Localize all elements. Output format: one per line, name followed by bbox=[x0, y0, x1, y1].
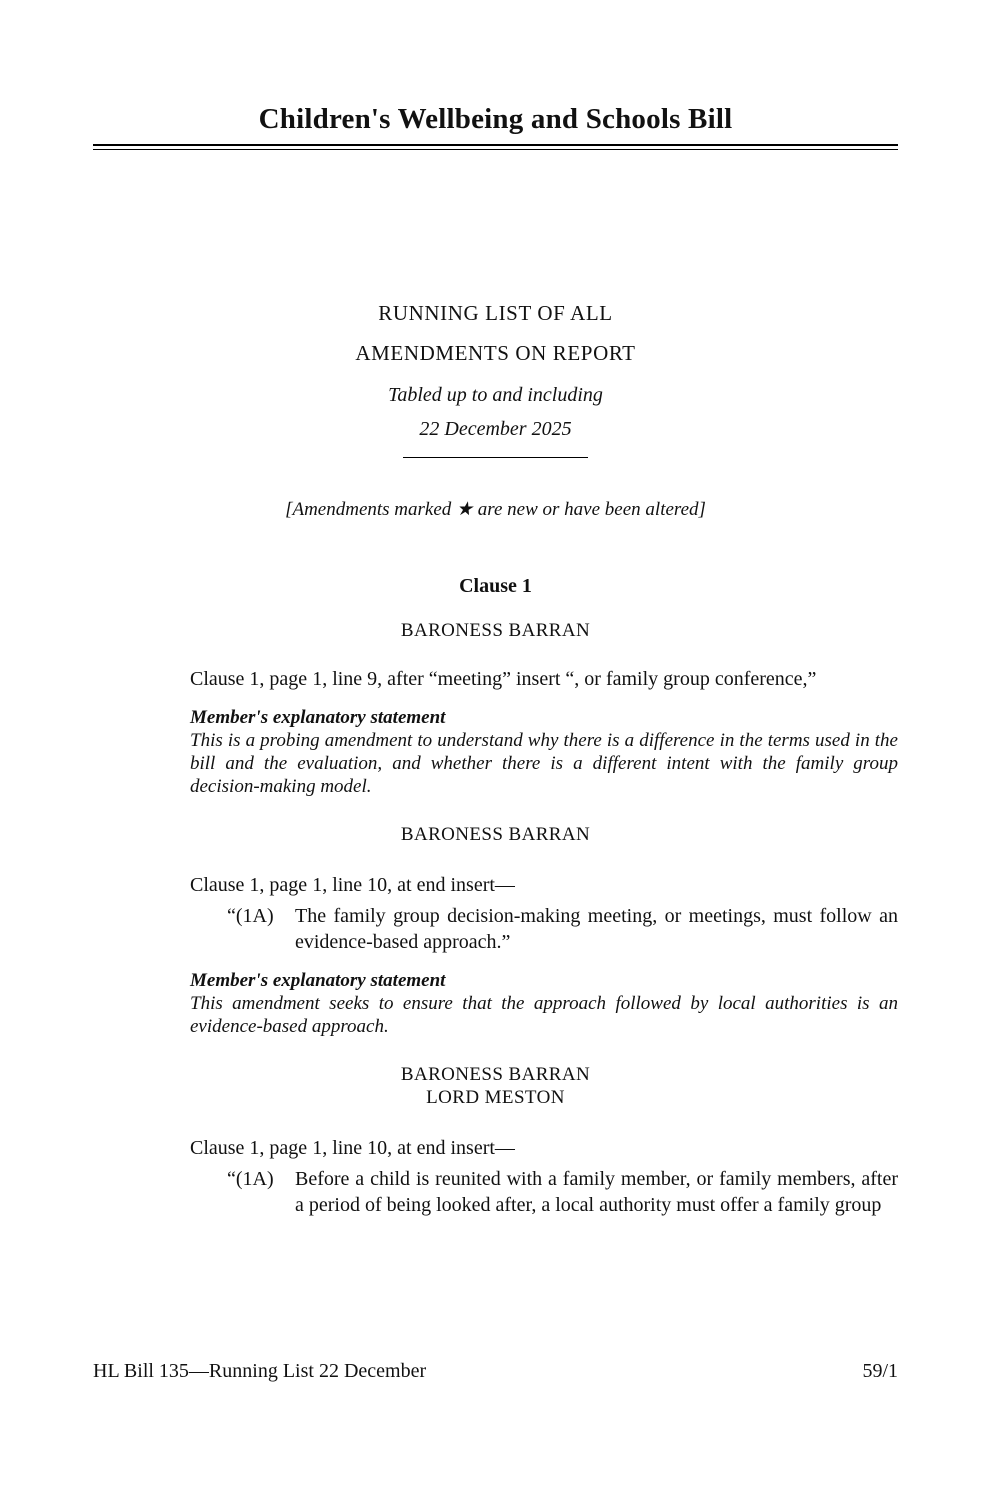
amendment-2-explanatory-text: This amendment seeks to ensure that the approach followed by local authorities is an evidence-based approach. bbox=[190, 993, 898, 1037]
running-list-heading-line-1: RUNNING LIST OF ALL bbox=[378, 301, 613, 325]
amendment-2-sponsors bbox=[93, 823, 898, 846]
sponsor-name: BARONESS BARRAN bbox=[400, 620, 591, 641]
footer-bill-reference: HL Bill 135—Running List 22 December bbox=[93, 1360, 427, 1382]
page-footer bbox=[93, 1359, 898, 1384]
sponsor-name: LORD MESTON bbox=[426, 1087, 565, 1108]
amendment-1-explanatory-text: This is a probing amendment to understand why there is a difference in the terms used in the bill and the evaluation, and whether there is a different intent with the family group decision-making model. bbox=[190, 730, 898, 797]
footer-page-number: 59/1 bbox=[862, 1360, 898, 1382]
amendment-3-sponsors bbox=[93, 1063, 898, 1109]
amendment-1-sponsors bbox=[93, 619, 898, 642]
amendment-2-explanatory-label: Member's explanatory statement bbox=[190, 970, 446, 991]
inserted-subsection-label: “(1A) bbox=[227, 905, 274, 927]
tabled-note-line-2: 22 December 2025 bbox=[419, 418, 572, 440]
running-list-heading-line-2: AMENDMENTS ON REPORT bbox=[355, 341, 636, 365]
amendment-1-instruction: Clause 1, page 1, line 9, after “meeting” insert “, or family group conference,” bbox=[190, 668, 817, 690]
inserted-subsection-text: The family group decision-making meeting, or meetings, must follow an evidence-based approach.” bbox=[295, 905, 898, 953]
document-page bbox=[0, 100, 991, 1501]
tabled-note-line-1: Tabled up to and including bbox=[388, 384, 603, 406]
amendment-2-instruction: Clause 1, page 1, line 10, at end insert— bbox=[190, 874, 515, 896]
bill-title: Children's Wellbeing and Schools Bill bbox=[258, 103, 733, 135]
title-rule bbox=[93, 144, 898, 150]
inserted-subsection-text: Before a child is reunited with a family member, or family members, after a period of being looked after, a local authority must offer a family group bbox=[295, 1168, 898, 1216]
separator-rule bbox=[403, 457, 588, 458]
amendment-3-inserted-subsection bbox=[227, 1166, 898, 1218]
amendment-2-inserted-subsection bbox=[227, 903, 898, 955]
marker-note: [Amendments marked ★ are new or have been altered] bbox=[285, 499, 706, 520]
amendment-3-instruction: Clause 1, page 1, line 10, at end insert— bbox=[190, 1137, 515, 1159]
sponsor-name: BARONESS BARRAN bbox=[400, 824, 591, 845]
sponsor-name: BARONESS BARRAN bbox=[400, 1064, 591, 1085]
amendment-1-explanatory-label: Member's explanatory statement bbox=[190, 707, 446, 728]
inserted-subsection-label: “(1A) bbox=[227, 1168, 274, 1190]
clause-heading: Clause 1 bbox=[459, 575, 532, 597]
